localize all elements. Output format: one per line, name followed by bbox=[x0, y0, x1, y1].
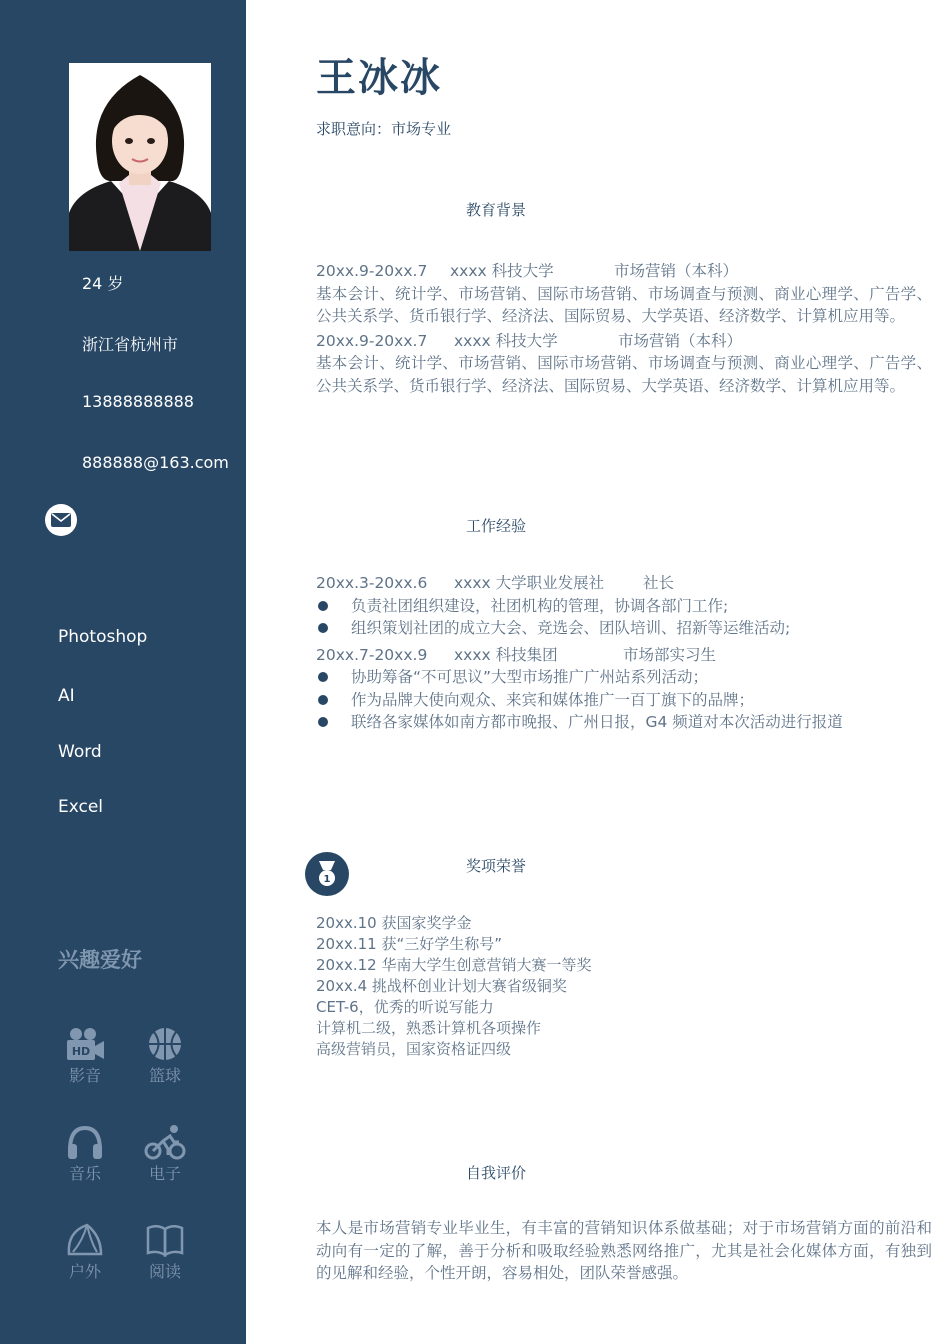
hobby-label: 音乐 bbox=[68, 1164, 101, 1183]
hobby-item bbox=[55, 1124, 115, 1184]
hobby-item bbox=[135, 1222, 195, 1282]
work-date: 20xx.3-20xx.6 bbox=[316, 574, 428, 592]
job-intent: 求职意向：市场专业 bbox=[316, 120, 452, 138]
award-item: 20xx.12 华南大学生创意营销大赛一等奖 bbox=[316, 956, 592, 974]
work-bullet: 负责社团组织建设，社团机构的管理，协调各部门工作; bbox=[316, 595, 932, 618]
self-eval-text: 本人是市场营销专业毕业生，有丰富的营销知识体系做基础；对于市场营销方面的前沿和动向有一定的了解，善于分析和吸取经验熟悉网络推广，尤其是社会化媒体方面，有独到的见解和经验，个性开朗，容易相处，团队荣誉感强。 bbox=[316, 1219, 932, 1282]
work-entry bbox=[316, 572, 932, 640]
hobby-item bbox=[135, 1124, 195, 1184]
leaf-icon bbox=[65, 1222, 105, 1258]
education-list bbox=[316, 260, 932, 399]
work-role: 市场部实习生 bbox=[623, 645, 717, 664]
work-entry bbox=[316, 644, 932, 734]
basketball-icon bbox=[147, 1026, 183, 1062]
hobby-item bbox=[135, 1026, 195, 1086]
work-org: xxxx 大学职业发展社 bbox=[454, 574, 605, 592]
work-title: 工作经验 bbox=[466, 517, 527, 535]
hobby-item bbox=[55, 1222, 115, 1282]
self-eval-title: 自我评价 bbox=[466, 1164, 527, 1182]
location-text: 浙江省杭州市 bbox=[82, 335, 179, 354]
awards-title: 奖项荣誉 bbox=[466, 857, 527, 875]
award-item: CET-6，优秀的听说写能力 bbox=[316, 998, 494, 1016]
edu-major: 市场营销（本科） bbox=[614, 262, 739, 280]
award-item: 高级营销员，国家资格证四级 bbox=[316, 1040, 512, 1058]
mail-icon bbox=[45, 504, 77, 536]
work-role: 社长 bbox=[643, 574, 675, 592]
main-content bbox=[246, 0, 950, 1344]
profile-photo bbox=[69, 63, 211, 251]
sidebar bbox=[0, 0, 246, 1344]
education-title: 教育背景 bbox=[466, 201, 527, 219]
work-bullet: 作为品牌大使向观众、来宾和媒体推广一百丁旗下的品牌； bbox=[316, 689, 932, 712]
skill-item: Word bbox=[58, 742, 102, 762]
award-item: 20xx.4 挑战杯创业计划大赛省级铜奖 bbox=[316, 977, 567, 995]
work-bullet: 协助筹备“不可思议”大型市场推广广州站系列活动； bbox=[316, 666, 932, 689]
hobby-label: 阅读 bbox=[148, 1262, 181, 1281]
edu-major: 市场营销（本科） bbox=[618, 331, 743, 350]
cyclist-icon bbox=[144, 1124, 186, 1160]
book-icon bbox=[145, 1222, 185, 1258]
education-entry bbox=[316, 260, 932, 328]
skill-item: AI bbox=[58, 686, 75, 706]
work-list bbox=[316, 572, 932, 736]
edu-school: xxxx 科技大学 bbox=[450, 262, 554, 280]
hobby-item bbox=[55, 1026, 115, 1086]
award-item: 20xx.10 获国家奖学金 bbox=[316, 914, 472, 932]
award-item: 20xx.11 获“三好学生称号” bbox=[316, 935, 503, 953]
headphones-icon bbox=[65, 1124, 105, 1160]
svg-text:HD: HD bbox=[71, 1045, 91, 1058]
education-entry bbox=[316, 330, 932, 398]
email-text: 888888@163.com bbox=[82, 453, 229, 472]
medal-icon bbox=[305, 852, 349, 896]
work-bullet: 联络各家媒体如南方都市晚报、广州日报，G4 频道对本次活动进行报道 bbox=[316, 711, 932, 734]
edu-school: xxxx 科技大学 bbox=[454, 331, 558, 350]
edu-courses: 基本会计、统计学、市场营销、国际市场营销、市场调查与预测、商业心理学、广告学、公共关系学、货币银行学、经济法、国际贸易、大学英语、经济数学、计算机应用等。 bbox=[316, 354, 932, 395]
hobby-label: 户外 bbox=[68, 1262, 101, 1281]
award-item: 计算机二级，熟悉计算机各项操作 bbox=[316, 1019, 542, 1037]
svg-text:1: 1 bbox=[323, 874, 331, 885]
edu-date: 20xx.9-20xx.7 bbox=[316, 262, 428, 280]
candidate-name: 王冰冰 bbox=[316, 55, 442, 101]
hobby-label: 电子 bbox=[148, 1164, 181, 1183]
hobby-label: 影音 bbox=[68, 1066, 101, 1085]
awards-list bbox=[316, 913, 932, 1060]
skill-item: Photoshop bbox=[58, 627, 148, 647]
phone-text: 13888888888 bbox=[82, 392, 194, 411]
video-camera-icon bbox=[65, 1026, 105, 1062]
hobby-label: 篮球 bbox=[148, 1066, 181, 1085]
age-text: 24 岁 bbox=[82, 274, 124, 293]
work-date: 20xx.7-20xx.9 bbox=[316, 645, 428, 664]
edu-courses: 基本会计、统计学、市场营销、国际市场营销、市场调查与预测、商业心理学、广告学、公共关系学、货币银行学、经济法、国际贸易、大学英语、经济数学、计算机应用等。 bbox=[316, 284, 932, 325]
edu-date: 20xx.9-20xx.7 bbox=[316, 331, 428, 350]
work-bullet: 组织策划社团的成立大会、竞选会、团队培训、招新等运维活动; bbox=[316, 617, 932, 640]
skill-item: Excel bbox=[58, 797, 104, 817]
work-org: xxxx 科技集团 bbox=[454, 645, 558, 664]
hobby-title: 兴趣爱好 bbox=[58, 948, 142, 972]
